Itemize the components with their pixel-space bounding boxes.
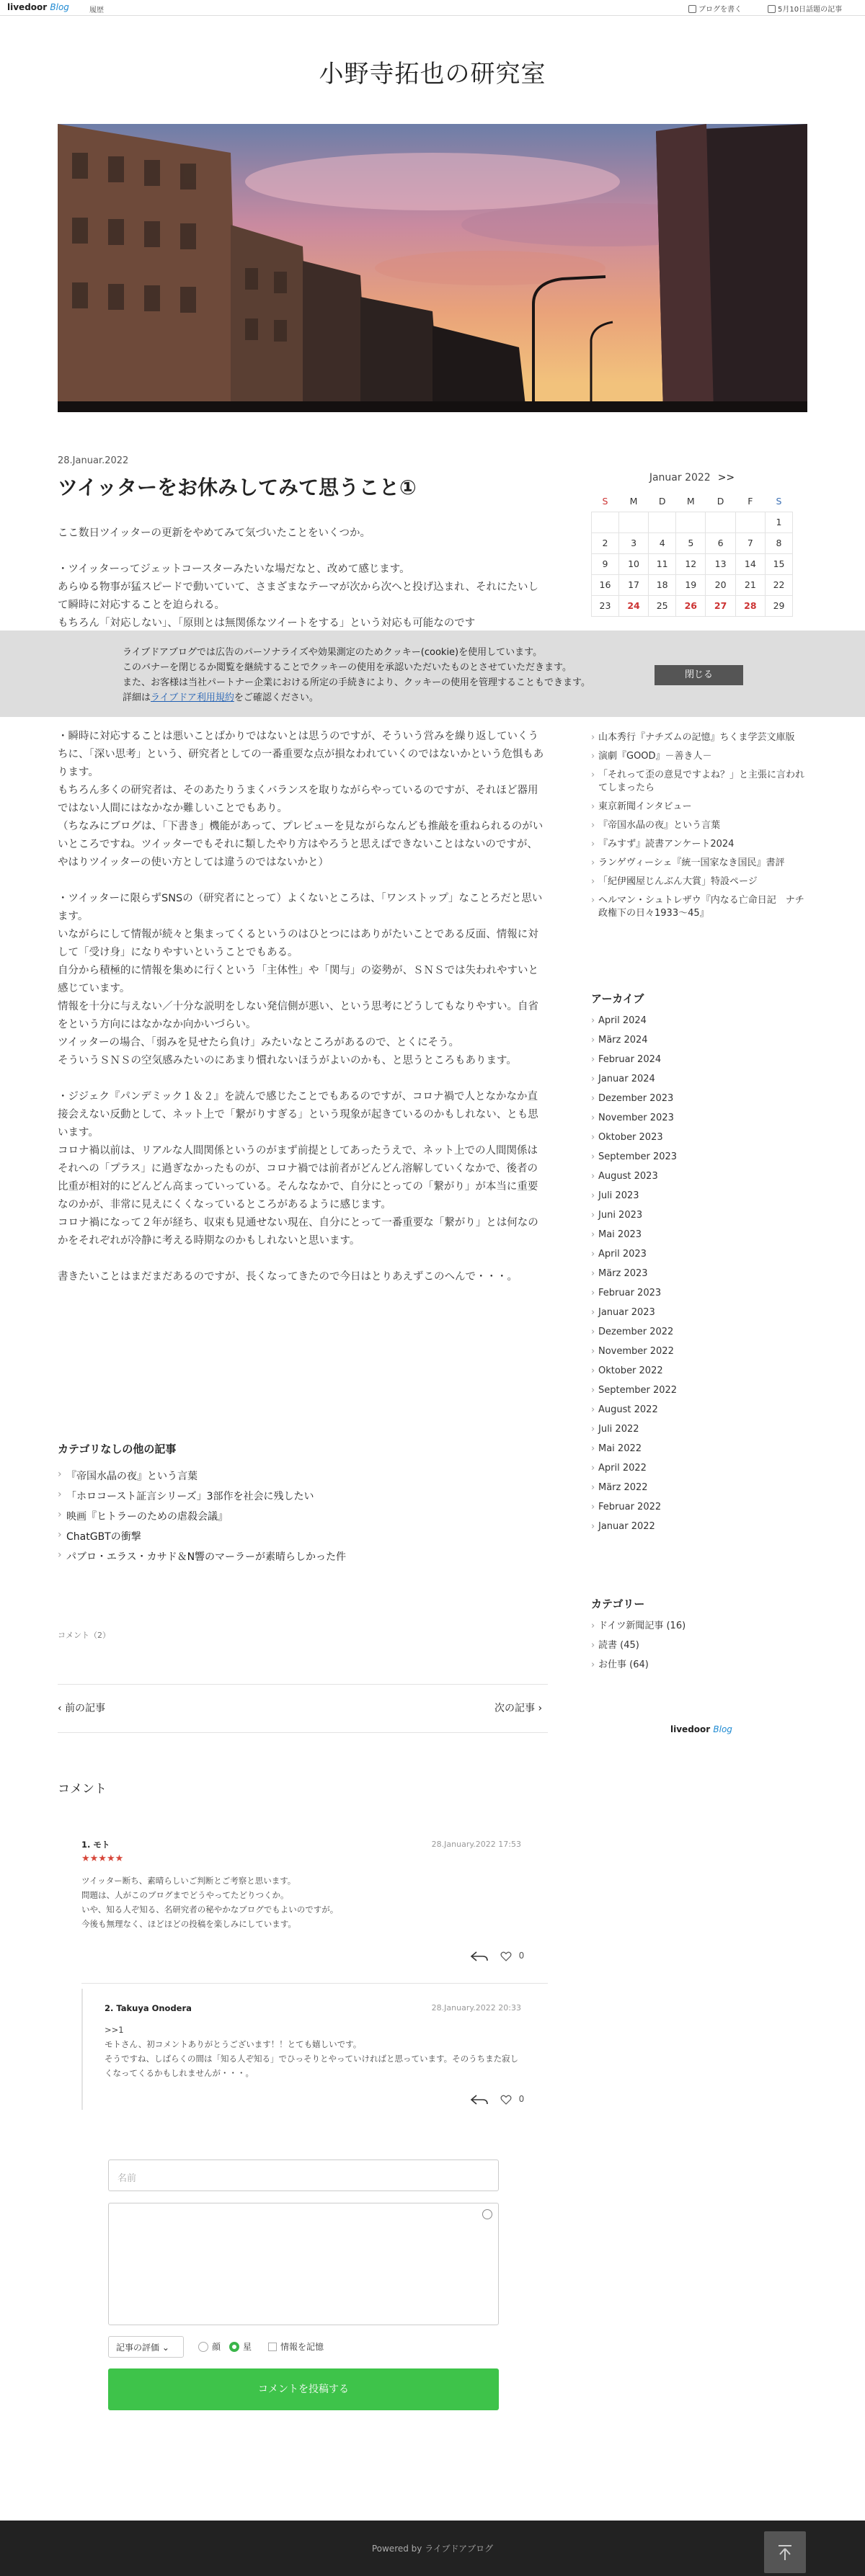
- archive-list: [591, 1015, 807, 1533]
- other-articles-heading: カテゴリなしの他の記事: [58, 1443, 177, 1456]
- archive-link[interactable]: › November 2023: [591, 1112, 807, 1125]
- archive-widget: [591, 991, 807, 1540]
- archive-link[interactable]: › Juni 2023: [591, 1209, 807, 1222]
- rating-bad-radio[interactable]: 顔: [198, 2340, 221, 2353]
- other-articles-list: [58, 1469, 346, 1569]
- calendar-day-link[interactable]: 24: [618, 595, 648, 616]
- radio-circle-selected: [229, 2342, 239, 2352]
- recent-article-link[interactable]: › 『帝国水晶の夜』という言葉: [591, 819, 807, 832]
- calendar-day: 17: [618, 574, 648, 595]
- prev-article-link[interactable]: ‹ 前の記事: [58, 1703, 106, 1714]
- calendar-header: Januar 2022 >>: [649, 472, 735, 483]
- comment-body-textarea[interactable]: [108, 2203, 499, 2325]
- calendar-next-link[interactable]: >>: [717, 472, 735, 483]
- paragraph: 情報を十分に与えない／十分な説明をしない発信側が悪い、という思考にどうしてもなりやすい。自省をという方向にはなかなか向かいづらい。: [58, 1001, 538, 1030]
- calendar-day: 6: [706, 532, 735, 553]
- category-link[interactable]: › お仕事 (64): [591, 1659, 807, 1672]
- arrow-up-icon: [764, 2531, 806, 2573]
- archive-link[interactable]: › Juli 2023: [591, 1190, 807, 1203]
- calendar-day: 19: [676, 574, 706, 595]
- archive-link[interactable]: › Juli 2022: [591, 1423, 807, 1436]
- comment-author: 2. Takuya Onodera: [105, 2003, 192, 2013]
- paragraph: ここ数日ツイッターの更新をやめてみて気づいたことをいくつか。: [58, 527, 371, 539]
- calendar-day: 8: [766, 532, 793, 553]
- recent-article-link[interactable]: › 山本秀行『ナチズムの記憶』ちくま学芸文庫版: [591, 731, 807, 744]
- calendar-day: [618, 512, 648, 532]
- weekday: D: [706, 491, 735, 512]
- archive-link[interactable]: › September 2023: [591, 1151, 807, 1164]
- recent-article-link[interactable]: › 東京新聞インタビュー: [591, 801, 807, 814]
- comment-time: 28.January.2022 20:33: [431, 2003, 521, 2013]
- site-title[interactable]: 小野寺拓也の研究室: [319, 60, 546, 89]
- archive-link[interactable]: › Oktober 2023: [591, 1131, 807, 1144]
- paragraph: ツイッターの場合、「弱みを見せたら負け」みたいなところがあるので、とくにそう。: [58, 1037, 459, 1048]
- weekday: F: [735, 491, 765, 512]
- calendar-day: 29: [766, 595, 793, 616]
- recent-article-link[interactable]: › ランゲヴィーシェ『統一国家なき国民』書評: [591, 857, 807, 870]
- emoji-icon[interactable]: [482, 2209, 492, 2219]
- recent-article-link[interactable]: › 『みすず』読書アンケート2024: [591, 838, 807, 851]
- popular-articles-link[interactable]: 5月10日話題の記事: [768, 3, 842, 14]
- weekday: S: [766, 491, 793, 512]
- radio-circle: [198, 2342, 208, 2352]
- calendar-day: 4: [649, 532, 676, 553]
- divider: [58, 1732, 548, 1733]
- archive-link[interactable]: › Januar 2024: [591, 1073, 807, 1086]
- category-widget: [591, 1596, 807, 1678]
- calendar-day: [706, 512, 735, 532]
- weekday: D: [649, 491, 676, 512]
- paragraph: そういうＳＮＳの空気感みたいのにあまり慣れないほうがよいのかも、と思うところもあります。: [58, 1055, 517, 1066]
- other-article-link[interactable]: › 「ホロコースト証言シリーズ」3部作を社会に残したい: [58, 1489, 346, 1509]
- archive-link[interactable]: › April 2024: [591, 1015, 807, 1028]
- divider: [81, 1983, 548, 1984]
- paragraph: コロナ禍になって２年が経ち、収束も見通せない現在、自分にとって一番重要な「繋がり」とは何なのかをそれぞれが冷静に考える時期なのかもしれないと思います。: [58, 1217, 538, 1247]
- paragraph: もちろん多くの研究者は、そのあたりうまくバランスを取りながらやっているのですが、それほど器用ではない人間にはなかなか難しいことでもあり。: [58, 785, 538, 814]
- comment-body: >>1 モトさん、初コメントありがとうございます！！とても嬉しいです。 そうですね、しばらくの間は「知る人ぞ知る」でひっそりとやっていければと思っています。そのうちまた寂しくなってくるかもしれませんが・・・。: [105, 2025, 519, 2078]
- powered-by[interactable]: Powered by ライブドアブログ: [371, 2544, 494, 2554]
- reply-icon[interactable]: [470, 2095, 489, 2105]
- paragraph: いながらにして情報が続々と集まってくるというのはひとつにはありがたいことである反面、情報に対して「受け身」になりやすいということでもある。: [58, 929, 538, 958]
- archive-link[interactable]: › August 2023: [591, 1170, 807, 1183]
- pencil-icon: [688, 5, 696, 13]
- calendar-day: 18: [649, 574, 676, 595]
- archive-link[interactable]: › April 2023: [591, 1248, 807, 1261]
- calendar-day: 3: [618, 532, 648, 553]
- archive-link[interactable]: › November 2022: [591, 1345, 807, 1358]
- archive-link[interactable]: › August 2022: [591, 1404, 807, 1417]
- write-blog-link[interactable]: ブログを書く: [688, 3, 742, 14]
- cookie-banner: [0, 630, 865, 717]
- recent-articles-list: [591, 731, 807, 926]
- heart-icon[interactable]: [500, 2095, 512, 2105]
- rating-select[interactable]: 記事の評価 ⌄: [108, 2336, 184, 2358]
- paragraph: ・ツイッターに限らずSNSの（研究者にとって）よくないところは、「ワンストップ」なことろだと思います。: [58, 893, 543, 922]
- calendar-day: 14: [735, 553, 765, 574]
- calendar-day: [649, 512, 676, 532]
- paragraph: コロナ禍以前は、リアルな人間関係というのがまず前提としてあったうえで、ネット上での人間関係はそれへの「プラス」に過ぎなかったものが、コロナ禍では前者がどんどん溶解していくなかで、後者の比重が相対的にどんどん高まっていっている。そんななかで、自分にとっての「繋がり」が本当に重要なのかが、非常に見えにくくなっているところがあるように感じます。: [58, 1145, 538, 1211]
- archive-link[interactable]: › Februar 2023: [591, 1287, 807, 1300]
- weekday: M: [676, 491, 706, 512]
- calendar-day: 11: [649, 553, 676, 574]
- cookie-text: ライブドアブログでは広告のパーソナライズや効果測定のためクッキー(cookie)を使用しています。 このバナーを閉じるか閲覧を継続することでクッキーの使用を承認いただいたものとさせていただきます。 また、お客様は当社パートナー企業における所定の手続きにより、クッキーの使用を管理することもできます。 詳細はライブドア利用規約をご確認ください。: [123, 647, 590, 703]
- paragraph: あらゆる物事が猛スピードで動いていて、さまざまなテーマが次から次へと投げ込まれ、それにたいして瞬時に対応することを迫られる。: [58, 581, 538, 611]
- like-count: 0: [518, 1951, 525, 1961]
- other-article-link[interactable]: › パブロ・エラス・カサド＆N響のマーラーが素晴らしかった件: [58, 1549, 346, 1569]
- comment-actions: [470, 1951, 524, 1961]
- category-link[interactable]: › ドイツ新聞記事 (16): [591, 1620, 807, 1633]
- comment-name-input[interactable]: 名前: [108, 2160, 499, 2191]
- archive-heading: アーカイブ: [591, 992, 644, 1005]
- calendar-table: [591, 491, 793, 617]
- post-date: 28.Januar.2022: [58, 455, 129, 466]
- other-article-link[interactable]: › ChatGBTの衝撃: [58, 1529, 346, 1549]
- chevron-right-icon: ›: [535, 1703, 543, 1714]
- archive-link[interactable]: › März 2024: [591, 1034, 807, 1047]
- archive-link[interactable]: › März 2022: [591, 1481, 807, 1494]
- archive-link[interactable]: › Dezember 2022: [591, 1326, 807, 1339]
- calendar-day: 2: [592, 532, 619, 553]
- top-navbar: [0, 0, 865, 16]
- comments-heading: コメント: [58, 1782, 107, 1796]
- post-title[interactable]: ツイッターをお休みしてみて思うこと①: [58, 476, 417, 499]
- calendar-day: 22: [766, 574, 793, 595]
- reply-icon[interactable]: [470, 1951, 489, 1961]
- archive-link[interactable]: › Dezember 2023: [591, 1092, 807, 1105]
- comment-time: 28.January.2022 17:53: [431, 1840, 521, 1849]
- remember-info-checkbox[interactable]: 情報を記憶: [268, 2340, 324, 2353]
- comment-author: 1. モト: [81, 1840, 110, 1850]
- archive-link[interactable]: › Januar 2023: [591, 1306, 807, 1319]
- reply-thread-line: [81, 1989, 83, 2110]
- comment-count-link[interactable]: コメント（2）: [58, 1631, 110, 1640]
- recent-article-link[interactable]: › 演劇『GOOD』－善き人－: [591, 750, 807, 763]
- calendar-widget: [591, 472, 793, 617]
- checkbox: [268, 2343, 277, 2351]
- archive-link[interactable]: › April 2022: [591, 1462, 807, 1475]
- other-article-link[interactable]: › 『帝国水晶の夜』という言葉: [58, 1469, 346, 1489]
- calendar-day-link[interactable]: 28: [735, 595, 765, 616]
- scroll-to-top-button[interactable]: [764, 2531, 806, 2573]
- livedoor-blog-logo[interactable]: livedoor Blog: [7, 2, 69, 12]
- category-list: [591, 1620, 807, 1672]
- paragraph: 書きたいことはまだまだあるのですが、長くなってきたので今日はとりあえずこのへんで・・・。: [58, 1271, 518, 1283]
- post-body-intro: [58, 525, 548, 633]
- paragraph: もちろん「対応しない」、「原則とは無関係なツイートをする」という対応も可能なのです: [58, 618, 476, 629]
- calendar-day: [676, 512, 706, 532]
- calendar-day-link[interactable]: 26: [676, 595, 706, 616]
- cookie-close-button[interactable]: 閉じる: [655, 665, 743, 685]
- calendar-day: 12: [676, 553, 706, 574]
- calendar-day: 21: [735, 574, 765, 595]
- category-heading: カテゴリー: [591, 1597, 645, 1610]
- calendar-day: 9: [592, 553, 619, 574]
- chevron-down-icon: ⌄: [161, 2343, 169, 2353]
- post-body-main: [58, 728, 548, 1286]
- calendar-day: [592, 512, 619, 532]
- calendar-day-link[interactable]: 27: [706, 595, 735, 616]
- next-article-link[interactable]: 次の記事 ›: [494, 1703, 543, 1714]
- archive-link[interactable]: › Mai 2023: [591, 1229, 807, 1242]
- calendar-day: 7: [735, 532, 765, 553]
- heart-icon[interactable]: [500, 1951, 512, 1961]
- comment-rating-stars: ★★★★★: [81, 1853, 124, 1864]
- rating-good-radio[interactable]: 星: [229, 2340, 252, 2353]
- weekday: M: [618, 491, 648, 512]
- archive-link[interactable]: › September 2022: [591, 1384, 807, 1397]
- category-link[interactable]: › 読書 (45): [591, 1639, 807, 1652]
- paragraph: 自分から積極的に情報を集めに行くという「主体性」や「関与」の姿勢が、ＳＮＳでは失われやすいと感じています。: [58, 965, 538, 994]
- recent-article-link[interactable]: › 「紀伊國屋じんぶん大賞」特設ページ: [591, 875, 807, 888]
- calendar-day: 13: [706, 553, 735, 574]
- paragraph: （ちなみにブログは、「下書き」機能があって、プレビューを見ながらなんども推敲を重ねられるのがいいところですね。ツイッターでもそれに類したやり方はやろうと思えばできないことはないのですが、やはりツイッターの使い方としては違うのではないかと）: [58, 821, 544, 868]
- like-count: 0: [518, 2094, 525, 2104]
- calendar-day: 16: [592, 574, 619, 595]
- calendar-day: 10: [618, 553, 648, 574]
- comment-actions: [470, 2094, 524, 2105]
- calendar-day: 15: [766, 553, 793, 574]
- paragraph: ・ジジェク『パンデミック１＆２』を読んで感じたことでもあるのですが、コロナ禍で人となかなか直接会えない反動として、ネット上で「繋がりすぎる」という現象が起きているのかもしれない、とも思います。: [58, 1091, 538, 1138]
- calendar-day: 1: [766, 512, 793, 532]
- archive-link[interactable]: › März 2023: [591, 1267, 807, 1280]
- calendar-day: 20: [706, 574, 735, 595]
- paragraph: ・瞬時に対応することは悪いことばかりではないとは思うのですが、そういう営みを繰り返していくうちに、「深い思考」という、研究者としての一番重要な点が損なわれていくのではないかという危惧もあります。: [58, 731, 544, 778]
- other-article-link[interactable]: › 映画『ヒトラーのための虐殺会議』: [58, 1509, 346, 1529]
- livedoor-blog-footer-logo[interactable]: livedoor Blog: [670, 1724, 732, 1734]
- comment-body: ツイッター断ち、素晴らしいご判断とご考察と思います。 問題は、人がこのブログまでどうやってたどりつくか。 いや、知る人ぞ知る、名研究者の秘やかなブログでもよいのですが。 今後も無理なく、ほどほどの投稿を楽しみにしています。: [81, 1876, 339, 1929]
- paragraph: ・ツイッターってジェットコースターみたいな場だなと、改めて感じます。: [58, 563, 410, 575]
- comment-item-reply: [105, 2001, 521, 2080]
- recent-article-link[interactable]: › ヘルマン・シュトレザウ『内なる亡命日記 ナチ政権下の日々1933〜45』: [591, 894, 807, 920]
- archive-link[interactable]: › Mai 2022: [591, 1443, 807, 1456]
- chevron-left-icon: ‹: [58, 1703, 66, 1714]
- header-image: [58, 124, 807, 412]
- archive-link[interactable]: › Oktober 2022: [591, 1365, 807, 1378]
- calendar-icon: [768, 5, 776, 13]
- calendar-day: 25: [649, 595, 676, 616]
- submit-comment-button[interactable]: コメントを投稿する: [108, 2368, 499, 2410]
- divider: [58, 1684, 548, 1685]
- calendar-day: 23: [592, 595, 619, 616]
- history-link[interactable]: 履歴: [89, 6, 104, 14]
- weekday: S: [592, 491, 619, 512]
- calendar-day: [735, 512, 765, 532]
- recent-article-link[interactable]: › 「それって歪の意見ですよね？」と主張に言われてしまったら: [591, 769, 807, 795]
- footer: [0, 2521, 865, 2576]
- archive-link[interactable]: › Februar 2022: [591, 1501, 807, 1514]
- terms-link[interactable]: ライブドア利用規約: [151, 692, 234, 703]
- calendar-day: 5: [676, 532, 706, 553]
- archive-link[interactable]: › Februar 2024: [591, 1053, 807, 1066]
- archive-link[interactable]: › Januar 2022: [591, 1520, 807, 1533]
- comment-item: [81, 1837, 521, 1931]
